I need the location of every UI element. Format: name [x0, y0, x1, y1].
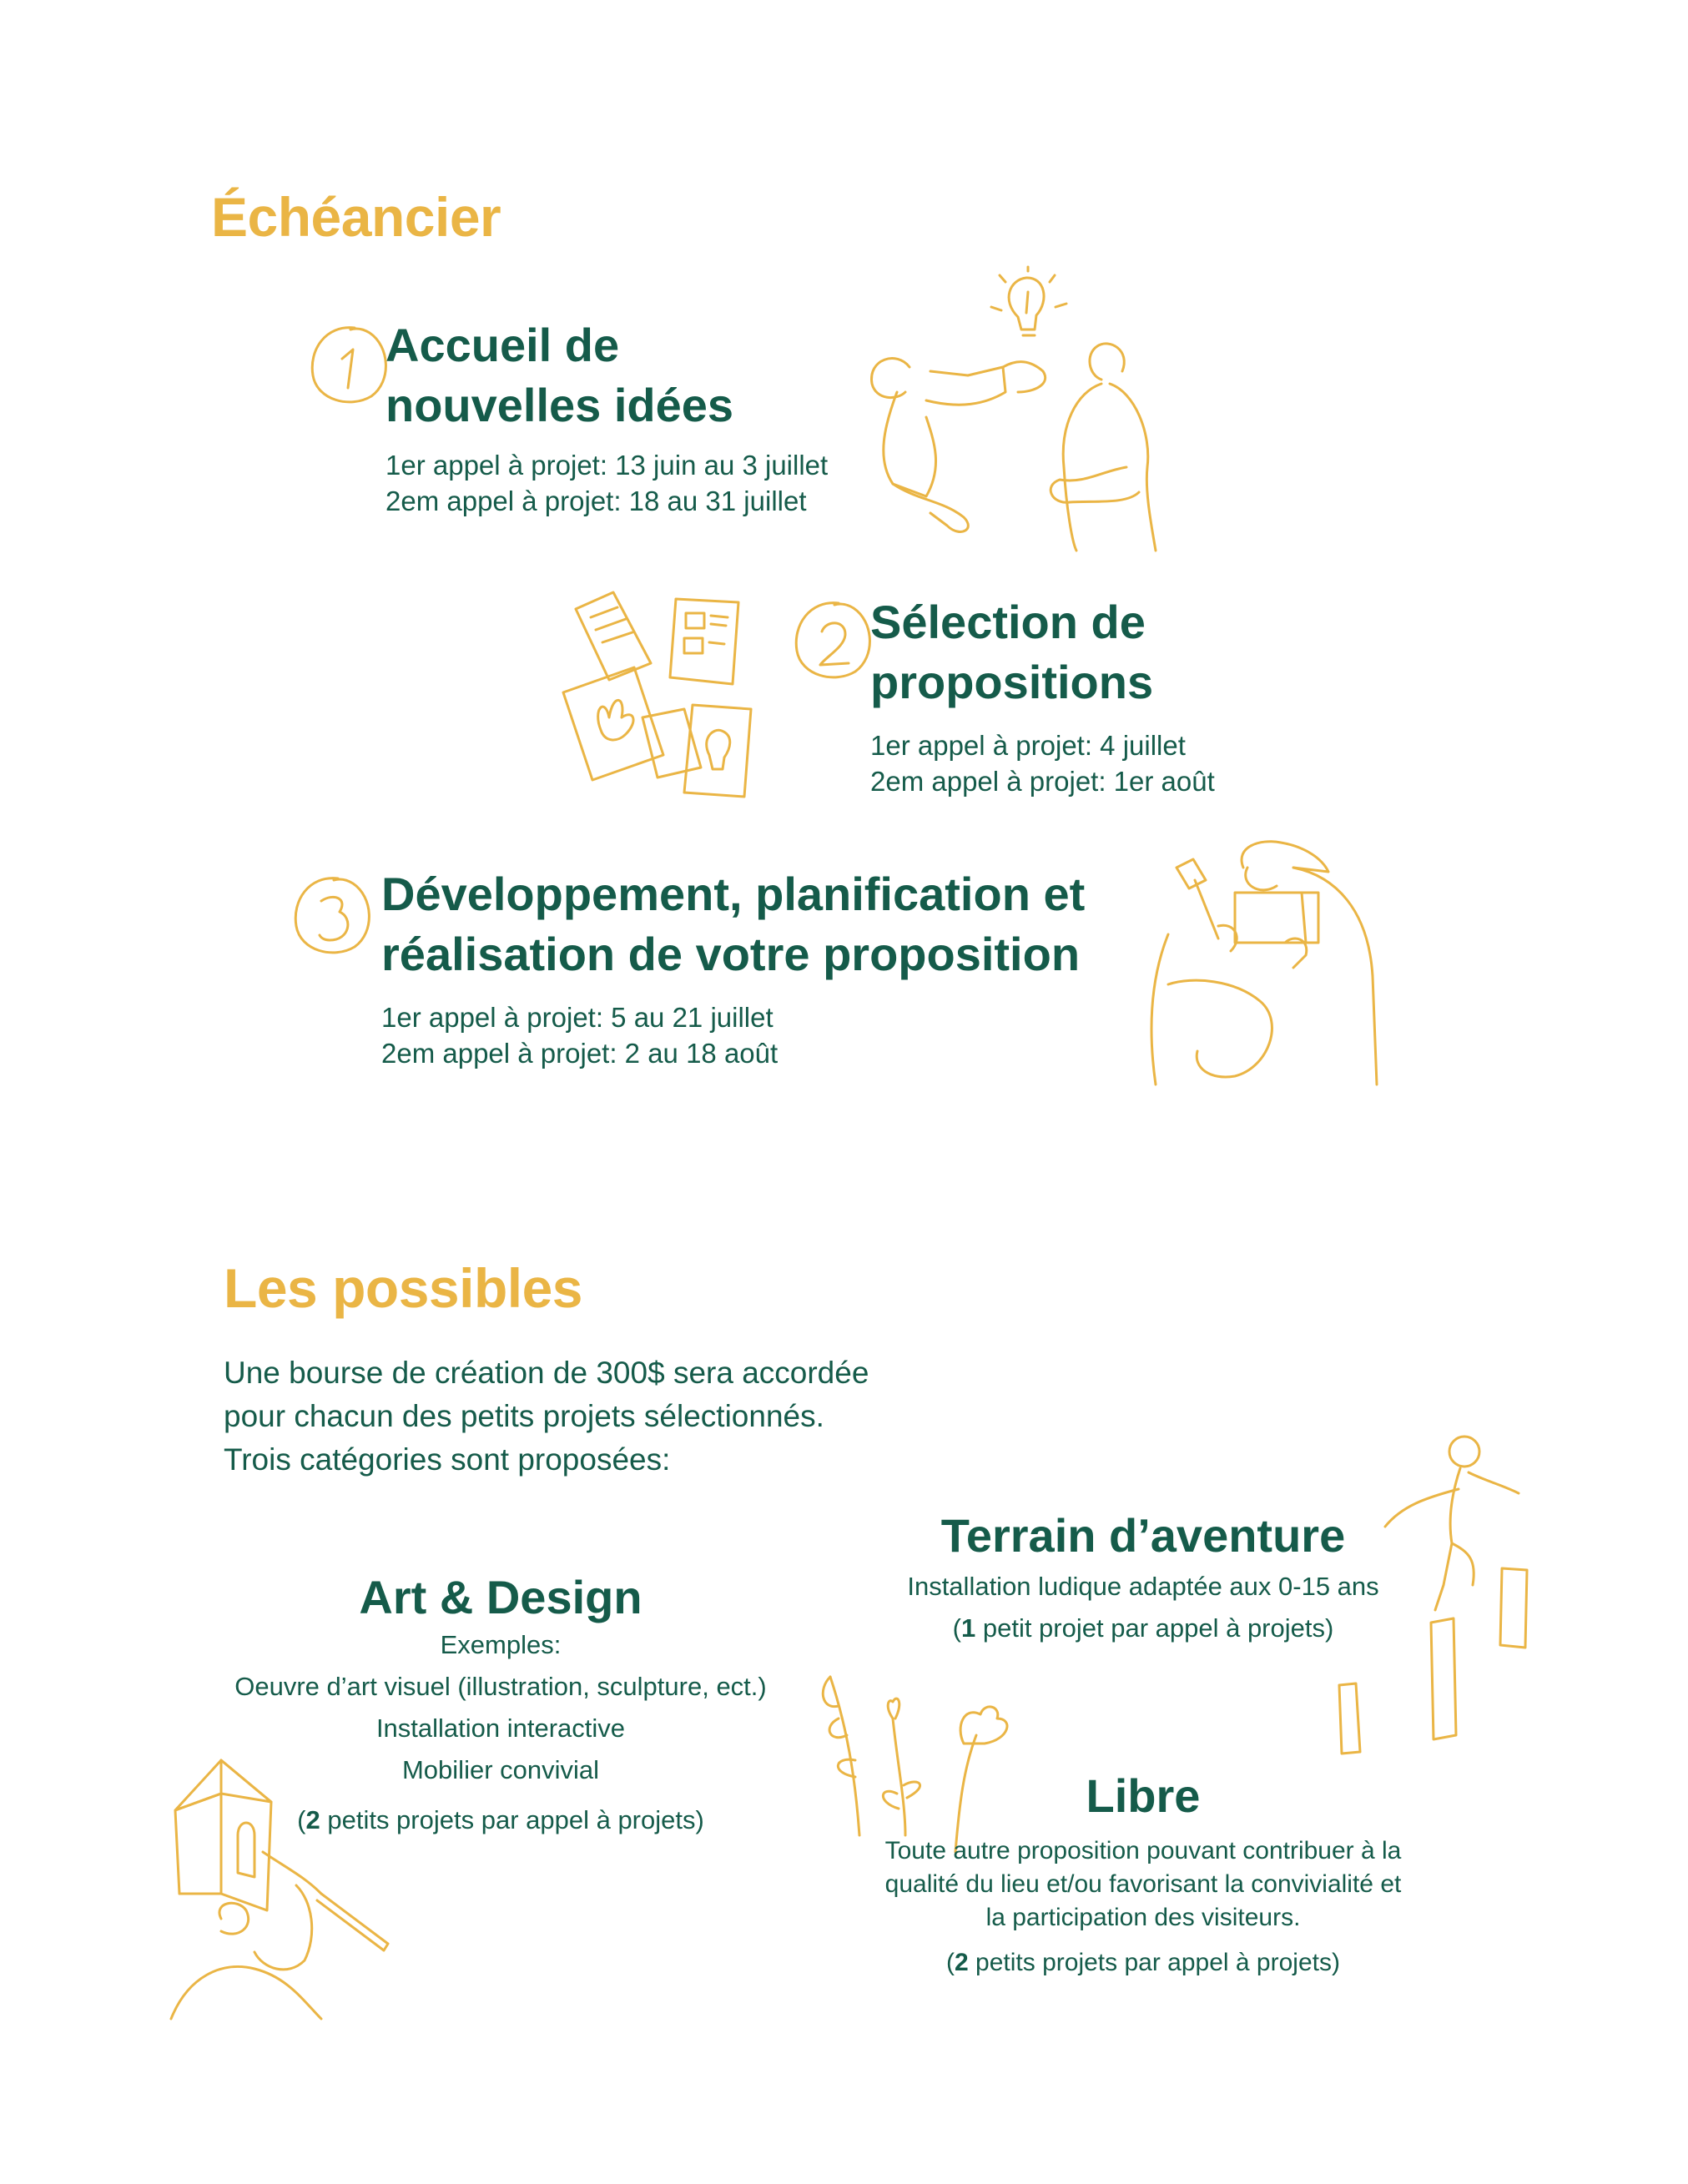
- category-libre-line-1: Toute autre proposition pouvant contribuer à la: [884, 1837, 1402, 1864]
- schedule-title: Échéancier: [211, 186, 501, 248]
- category-libre-line-3: la participation des visiteurs.: [985, 1904, 1301, 1931]
- builder-illustration: [1143, 834, 1410, 1101]
- category-art-note: (2 petits projets par appel à projets): [297, 1805, 704, 1834]
- svg-text:3: 3: [288, 861, 295, 875]
- step-1-dates: 1er appel à projet: 13 juin au 3 juillet 2em appel à projet: 18 au 31 juillet: [385, 450, 829, 516]
- category-art-title: Art & Design: [359, 1571, 642, 1623]
- step-1-number-icon: [305, 310, 396, 413]
- category-libre-title: Libre: [1086, 1769, 1201, 1822]
- painter-illustration: [171, 1752, 413, 2036]
- category-terrain-note: (1 petit projet par appel à projets): [952, 1613, 1334, 1643]
- step-3-number-icon: [288, 861, 380, 964]
- category-libre-line-2: qualité du lieu et/ou favorisant la convivialité et: [884, 1870, 1402, 1898]
- step-2-dates: 1er appel à projet: 4 juillet 2em appel à projet: 1er août: [870, 730, 1215, 797]
- possibles-intro: Une bourse de création de 300$ sera accordée pour chacun des petits projets sélectionnés. Trois catégories sont proposées:: [224, 1356, 869, 1477]
- category-art-line-3: Installation interactive: [375, 1713, 626, 1743]
- selection-papers-illustration: [559, 584, 759, 801]
- category-libre: [843, 1769, 1444, 1980]
- category-art-line-1: Exemples:: [440, 1630, 562, 1659]
- possibles-title: Les possibles: [224, 1257, 583, 1319]
- step-3-title: Développement, planification et réalisation de votre proposition: [381, 868, 1086, 980]
- svg-text:2: 2: [789, 586, 796, 600]
- category-art-line-2: Oeuvre d’art visuel (illustration, sculpture, ect.): [234, 1672, 767, 1701]
- category-art-line-4: Mobilier convivial: [401, 1755, 600, 1784]
- step-2-title: Sélection de propositions: [870, 596, 1154, 708]
- svg-text:1: 1: [305, 310, 312, 325]
- step-2-number-icon: [789, 586, 880, 688]
- step-3-dates: 1er appel à projet: 5 au 21 juillet 2em appel à projet: 2 au 18 août: [381, 1002, 778, 1069]
- step-1-title: Accueil de nouvelles idées: [385, 319, 734, 431]
- category-terrain-title: Terrain d’aventure: [940, 1509, 1346, 1562]
- climbing-blocks-illustration: [1327, 1418, 1544, 1769]
- category-libre-note: (2 petits projets par appel à projets): [946, 1949, 1340, 1976]
- category-terrain-description: Installation ludique adaptée aux 0-15 ans: [907, 1572, 1379, 1601]
- idea-collaboration-illustration: [851, 267, 1168, 559]
